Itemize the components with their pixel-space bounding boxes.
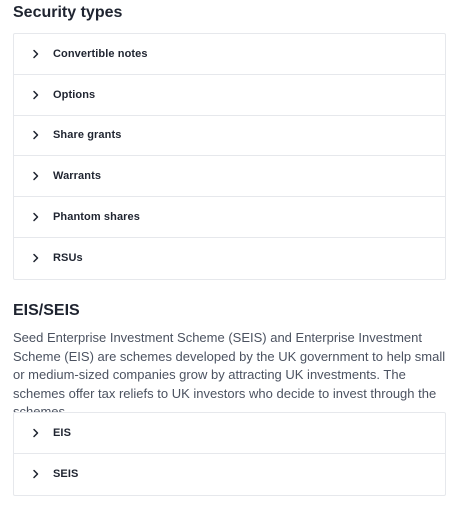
chevron-right-icon — [29, 128, 43, 142]
accordion-item-label: Options — [53, 88, 96, 101]
eis-seis-accordion — [13, 412, 446, 496]
eis-seis-heading: EIS/SEIS — [13, 302, 80, 319]
accordion-item-label: Convertible notes — [53, 47, 148, 60]
accordion-item-convertible-notes[interactable] — [14, 34, 445, 75]
accordion-item-rsus[interactable] — [14, 238, 445, 279]
accordion-item-options[interactable] — [14, 75, 445, 116]
accordion-item-label: Share grants — [53, 129, 122, 142]
chevron-right-icon — [29, 169, 43, 183]
security-types-accordion — [13, 33, 446, 280]
accordion-item-warrants[interactable] — [14, 156, 445, 197]
chevron-right-icon — [29, 467, 43, 481]
chevron-right-icon — [29, 47, 43, 61]
security-types-heading: Security types — [13, 4, 123, 21]
eis-seis-description: Seed Enterprise Investment Scheme (SEIS) and Enterprise Investment Scheme (EIS) are schemes developed by the UK government to help small or medium-sized companies grow by attracting UK investments. The schemes offer tax reliefs to UK investors who decide to invest through the — [13, 330, 446, 401]
accordion-item-share-grants[interactable] — [14, 116, 445, 157]
accordion-item-eis[interactable] — [14, 413, 445, 454]
accordion-item-label: SEIS — [53, 468, 79, 481]
chevron-right-icon — [29, 251, 43, 265]
chevron-right-icon — [29, 426, 43, 440]
accordion-item-seis[interactable] — [14, 454, 445, 495]
accordion-item-phantom-shares[interactable] — [14, 197, 445, 238]
chevron-right-icon — [29, 210, 43, 224]
accordion-item-label: RSUs — [53, 252, 83, 265]
accordion-item-label: Phantom shares — [53, 211, 140, 224]
accordion-item-label: Warrants — [53, 170, 102, 183]
accordion-item-label: EIS — [53, 426, 72, 439]
chevron-right-icon — [29, 88, 43, 102]
